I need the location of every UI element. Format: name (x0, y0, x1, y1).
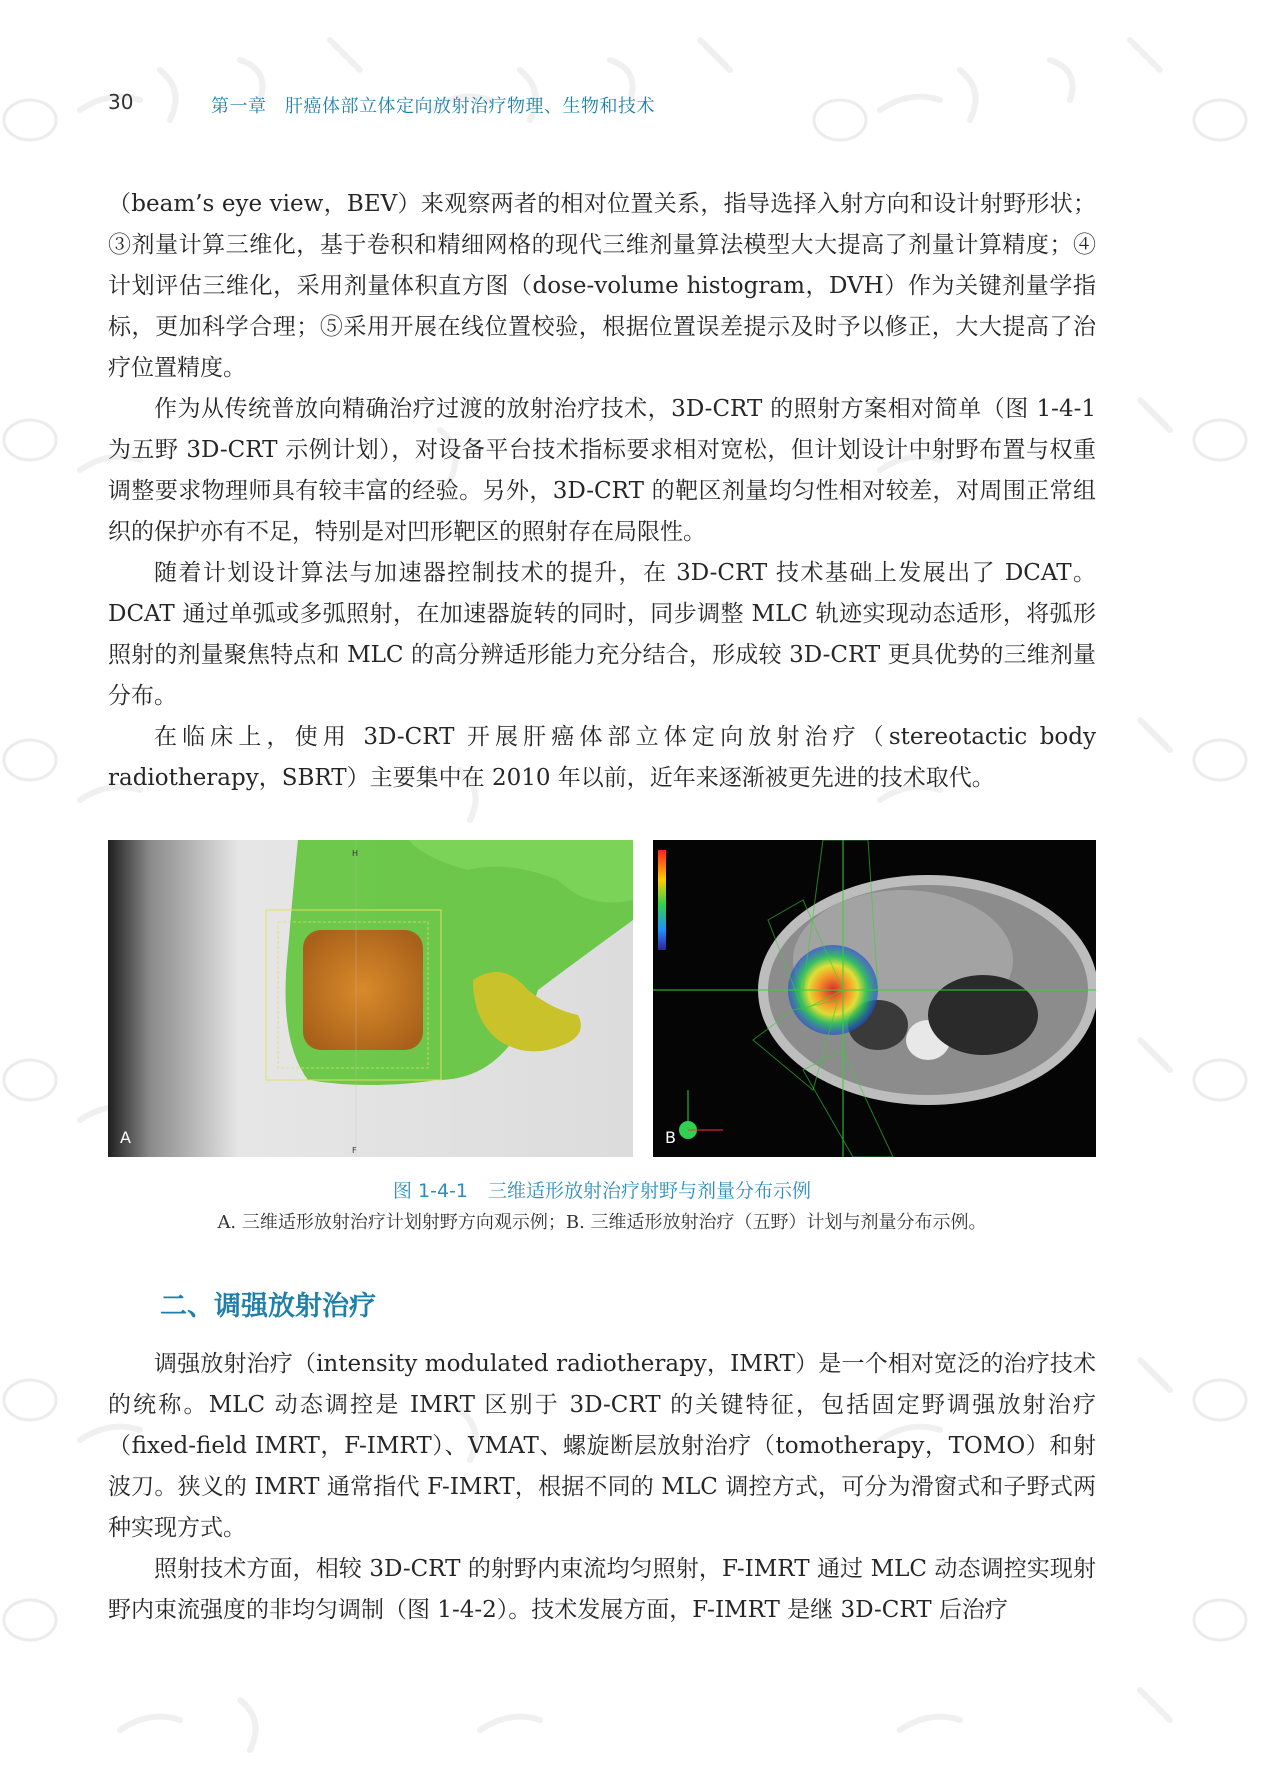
paragraph: 随着计划设计算法与加速器控制技术的提升，在 3D-CRT 技术基础上发展出了 DCAT。DCAT 通过单弧或多弧照射，在加速器旋转的同时，同步调整 MLC 轨迹实现动态适形，将弧形照射的剂量聚焦特点和 MLC 的高分辨适形能力充分结合，形成较 3D-CRT 更具优势的三维剂量分布。 (108, 560, 1096, 709)
figure-number: 图 1-4-1 (392, 1180, 468, 1202)
paragraph: 在临床上，使用 3D-CRT 开展肝癌体部立体定向放射治疗（stereotactic body radiotherapy，SBRT）主要集中在 2010 年以前，近年来逐渐被更先进的技术取代。 (108, 724, 1096, 791)
svg-text:F: F (352, 1146, 357, 1155)
paragraph: （beam’s eye view，BEV）来观察两者的相对位置关系，指导选择入射方向和设计射野形状；③剂量计算三维化，基于卷积和精细网格的现代三维剂量算法模型大大提高了剂量计算精度；④计划评估三维化，采用剂量体积直方图（dose-volume histogram，DVH）作为关键剂量学指标，更加科学合理；⑤采用开展在线位置校验，根据位置误差提示及时予以修正，大大提高了治疗位置精度。 (108, 191, 1096, 381)
figure-panel-a (108, 840, 633, 1157)
figure-caption-text: A. 三维适形放射治疗计划射野方向观示例；B. 三维适形放射治疗（五野）计划与剂量分布示例。 (217, 1212, 987, 1233)
svg-text:H: H (352, 849, 359, 858)
section-heading: 二、调强放射治疗 (160, 1291, 376, 1322)
chapter-title: 第一章 肝癌体部立体定向放射治疗物理、生物和技术 (211, 96, 655, 117)
ct-dose-distribution-image (653, 840, 1096, 1157)
figure-caption-title (108, 1176, 1096, 1203)
body-text-top (108, 184, 1096, 799)
body-text-bottom (108, 1344, 1096, 1631)
figure-panel-b (653, 840, 1096, 1157)
panel-label-b: B (665, 1128, 676, 1147)
paragraph: 调强放射治疗（intensity modulated radiotherapy，IMRT）是一个相对宽泛的治疗技术的统称。MLC 动态调控是 IMRT 区别于 3D-CRT 的关键特征，包括固定野调强放射治疗（fixed-field IMRT，F-IMRT）、VMAT、螺旋断层放射治疗（tomotherapy，TOMO）和射波刀。狭义的 IMRT 通常指代 F-IMRT，根据不同的 MLC 调控方式，可分为滑窗式和子野式两种实现方式。 (108, 1351, 1096, 1541)
panel-label-a: A (120, 1128, 131, 1147)
page-number: 30 (108, 90, 134, 114)
figure-title: 三维适形放射治疗射野与剂量分布示例 (488, 1180, 812, 1202)
paragraph: 照射技术方面，相较 3D-CRT 的射野内束流均匀照射，F-IMRT 通过 MLC 动态调控实现射野内束流强度的非均匀调制（图 1-4-2）。技术发展方面，F-IMRT 是继 3D-CRT 后治疗 (108, 1556, 1096, 1623)
running-header (108, 90, 1172, 120)
figure-1-4-1 (108, 840, 1096, 1157)
paragraph: 作为从传统普放向精确治疗过渡的放射治疗技术，3D-CRT 的照射方案相对简单（图 1-4-1 为五野 3D-CRT 示例计划），对设备平台技术指标要求相对宽松，但计划设计中射野布置与权重调整要求物理师具有较丰富的经验。另外，3D-CRT 的靶区剂量均匀性相对较差，对周围正常组织的保护亦有不足，特别是对凹形靶区的照射存在局限性。 (108, 396, 1096, 545)
bev-rendering-image (108, 840, 633, 1157)
